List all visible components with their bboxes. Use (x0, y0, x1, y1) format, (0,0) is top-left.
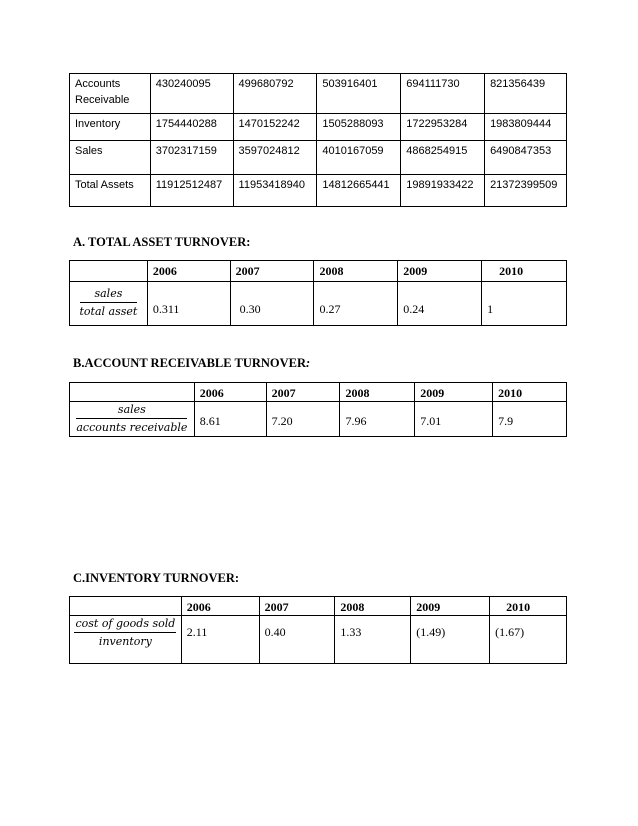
table-cell: 1722953284 (401, 114, 485, 141)
formula-numerator: cost of goods sold (74, 616, 176, 633)
year-header: 2009 (411, 597, 490, 616)
table-row (70, 141, 567, 175)
ratio-value: 8.61 (194, 402, 266, 437)
value-row (70, 402, 567, 437)
ratio-value: 0.27 (314, 282, 398, 326)
section-b-title-colon: : (306, 356, 311, 370)
formula-fraction (76, 402, 187, 435)
table-row (70, 175, 567, 207)
ratio-value: 0.40 (259, 616, 335, 664)
year-header: 2008 (340, 383, 415, 402)
ratio-value: 7.20 (266, 402, 340, 437)
section-a-title: A. TOTAL ASSET TURNOVER: (73, 235, 251, 249)
ratio-value: 1 (482, 282, 567, 326)
table-cell: 3702317159 (150, 141, 233, 175)
formula-cell (70, 616, 182, 664)
year-header: 2008 (314, 261, 398, 282)
empty-header-cell (70, 261, 148, 282)
row-label: Total Assets (70, 175, 151, 207)
table-row (70, 74, 567, 114)
row-label: Inventory (70, 114, 151, 141)
value-row (70, 616, 567, 664)
year-header: 2007 (259, 597, 335, 616)
year-header: 2008 (335, 597, 411, 616)
table-cell: 3597024812 (233, 141, 317, 175)
table-cell: 503916401 (317, 74, 401, 114)
empty-header-cell (70, 597, 182, 616)
table-cell: 19891933422 (401, 175, 485, 207)
table-cell: 14812665441 (317, 175, 401, 207)
formula-numerator: sales (80, 286, 138, 303)
inventory-turnover-table (69, 596, 567, 664)
table-cell: 430240095 (150, 74, 233, 114)
year-header: 2010 (482, 261, 567, 282)
total-asset-turnover-table (69, 260, 567, 326)
header-row (70, 597, 567, 616)
account-receivable-turnover-table (69, 382, 567, 437)
year-header: 2010 (493, 383, 567, 402)
empty-header-cell (70, 383, 195, 402)
table-cell: 1470152242 (233, 114, 317, 141)
table-cell: 4868254915 (401, 141, 485, 175)
section-b-title (73, 356, 310, 371)
table-row (70, 114, 567, 141)
value-row (70, 282, 567, 326)
table-cell: 21372399509 (485, 175, 567, 207)
table-cell: 4010167059 (317, 141, 401, 175)
table-cell: 1505288093 (317, 114, 401, 141)
row-label: Accounts Receivable (70, 74, 151, 114)
formula-cell (70, 282, 148, 326)
ratio-value: 0.30 (230, 282, 314, 326)
year-header: 2009 (415, 383, 493, 402)
table-cell: 694111730 (401, 74, 485, 114)
table-cell: 821356439 (485, 74, 567, 114)
table-cell: 1754440288 (150, 114, 233, 141)
formula-fraction (74, 616, 176, 649)
ratio-value: (1.49) (411, 616, 490, 664)
year-header: 2009 (398, 261, 482, 282)
ratio-value: 7.9 (493, 402, 567, 437)
year-header: 2007 (266, 383, 340, 402)
table-cell: 499680792 (233, 74, 317, 114)
section-b-title-text: B.ACCOUNT RECEIVABLE TURNOVER (73, 356, 307, 370)
row-label: Sales (70, 141, 151, 175)
header-row (70, 383, 567, 402)
formula-numerator: sales (76, 402, 187, 419)
ratio-value: 0.311 (147, 282, 230, 326)
ratio-value: (1.67) (490, 616, 567, 664)
table-cell: 11912512487 (150, 175, 233, 207)
financial-data-table (69, 73, 567, 207)
year-header: 2007 (230, 261, 314, 282)
table-cell: 1983809444 (485, 114, 567, 141)
formula-denominator: accounts receivable (76, 421, 188, 434)
table-cell: 11953418940 (233, 175, 317, 207)
ratio-value: 7.01 (415, 402, 493, 437)
table-cell: 6490847353 (485, 141, 567, 175)
formula-cell (70, 402, 195, 437)
formula-fraction (80, 286, 138, 319)
header-row (70, 261, 567, 282)
formula-denominator: inventory (98, 635, 152, 648)
ratio-value: 2.11 (181, 616, 259, 664)
year-header: 2006 (194, 383, 266, 402)
ratio-value: 7.96 (340, 402, 415, 437)
year-header: 2010 (490, 597, 567, 616)
year-header: 2006 (147, 261, 230, 282)
section-c-title: C.INVENTORY TURNOVER: (73, 571, 240, 585)
ratio-value: 0.24 (398, 282, 482, 326)
ratio-value: 1.33 (335, 616, 411, 664)
formula-denominator: total asset (79, 305, 138, 318)
year-header: 2006 (181, 597, 259, 616)
